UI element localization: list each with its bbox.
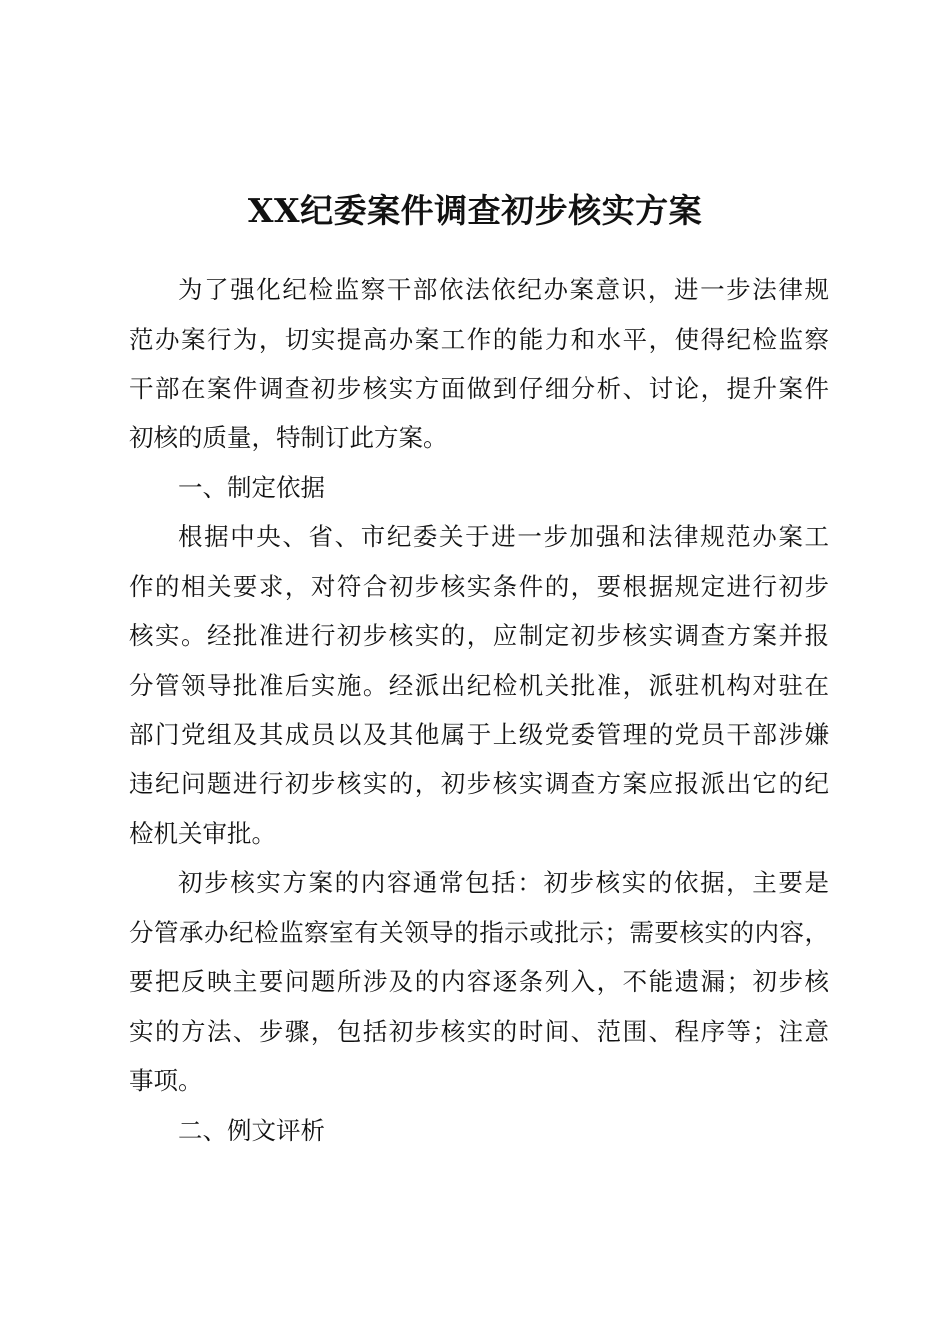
paragraph-line: 实的方法、步骤，包括初步核实的时间、范围、程序等；注意 [129,1017,829,1046]
paragraph-line: 要把反映主要问题所涉及的内容逐条列入，不能遗漏；初步核 [129,967,829,996]
paragraph-line: 事项。 [129,1066,203,1095]
paragraph-line: 分管领导批准后实施。经派出纪检机关批准，派驻机构对驻在 [129,671,829,700]
paragraph-line: 为了强化纪检监察干部依法依纪办案意识，进一步法律规 [178,275,829,304]
document-title: XX纪委案件调查初步核实方案 [247,191,703,230]
paragraph-line: 部门党组及其成员以及其他属于上级党委管理的党员干部涉嫌 [129,720,829,749]
paragraph-line: 范办案行为，切实提高办案工作的能力和水平，使得纪检监察 [129,325,829,354]
paragraph-line: 初核的质量，特制订此方案。 [129,423,448,452]
paragraph-line: 分管承办纪检监察室有关领导的指示或批示；需要核实的内容， [129,918,829,947]
paragraph-line: 检机关审批。 [129,819,276,848]
paragraph-line: 核实。经批准进行初步核实的，应制定初步核实调查方案并报 [129,621,829,650]
paragraph-line: 根据中央、省、市纪委关于进一步加强和法律规范办案工 [178,522,829,551]
paragraph-line: 干部在案件调查初步核实方面做到仔细分析、讨论，提升案件 [129,374,829,403]
section-heading: 二、例文评析 [178,1116,325,1145]
paragraph-line: 违纪问题进行初步核实的，初步核实调查方案应报派出它的纪 [129,769,829,798]
paragraph-line: 作的相关要求，对符合初步核实条件的，要根据规定进行初步 [129,572,829,601]
section-heading: 一、制定依据 [178,473,325,502]
paragraph-line: 初步核实方案的内容通常包括：初步核实的依据，主要是 [178,868,829,897]
